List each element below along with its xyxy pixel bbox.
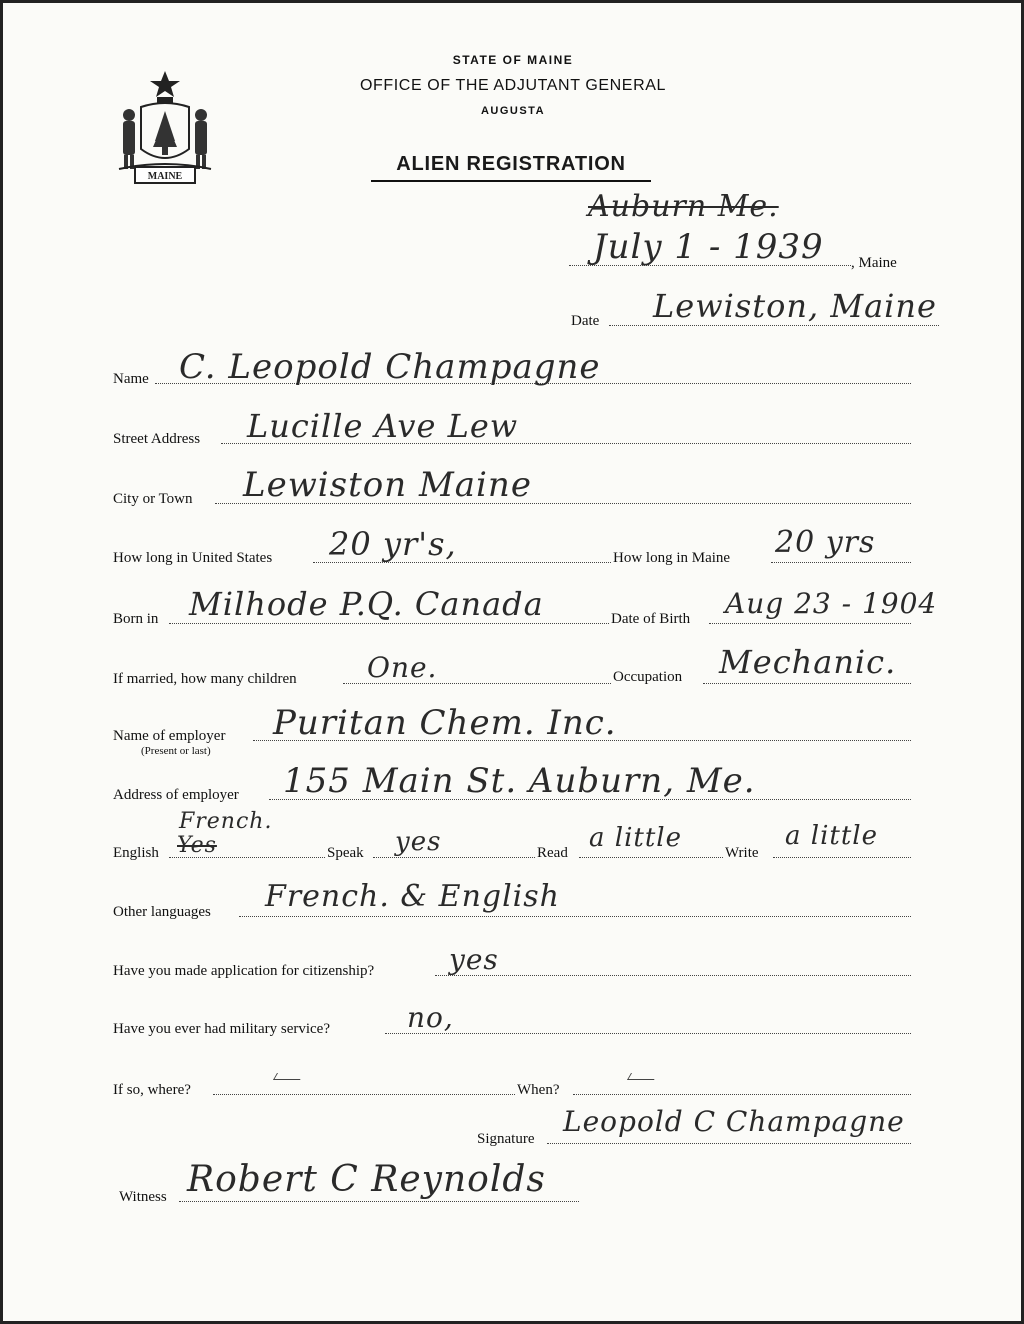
seal-text: MAINE [147, 171, 183, 182]
citizenship-line [435, 975, 911, 976]
header-city: AUGUSTA [480, 105, 546, 117]
citizenship-label: Have you made application for citizenship? [113, 963, 375, 979]
citizenship-value: yes [449, 943, 499, 976]
maine-years-line [771, 562, 911, 563]
witness-value: Robert C Reynolds [187, 1159, 546, 1200]
occupation-value: Mechanic. [719, 643, 897, 681]
signature-label: Signature [477, 1131, 535, 1147]
witness-line [179, 1201, 579, 1202]
english-struck-value: Yes [177, 833, 217, 858]
header-state: STATE OF MAINE [452, 53, 574, 67]
street-label: Street Address [113, 431, 201, 447]
born-label: Born in [113, 611, 159, 627]
maine-years-label: How long in Maine [613, 550, 731, 566]
read-line [579, 857, 723, 858]
born-line [169, 623, 609, 624]
struck-location: Auburn Me. [588, 189, 779, 224]
city-label: City or Town [113, 491, 193, 507]
when-dash-mark [627, 1073, 658, 1080]
city-value: Lewiston Maine [243, 465, 532, 505]
form-title: ALIEN REGISTRATION [371, 153, 651, 182]
witness-label: Witness [119, 1189, 167, 1205]
signature-line [547, 1143, 911, 1144]
employer-label: Name of employer [113, 728, 226, 744]
other-languages-label: Other languages [113, 904, 211, 920]
born-value: Milhode P.Q. Canada [189, 585, 544, 623]
dob-label: Date of Birth [611, 611, 691, 627]
dob-line [709, 623, 911, 624]
street-value: Lucille Ave Lew [247, 407, 519, 445]
where-label: If so, where? [113, 1082, 191, 1098]
read-value: a little [589, 823, 682, 853]
other-languages-value: French. & English [265, 879, 560, 914]
registration-date: July 1 - 1939 [593, 227, 824, 267]
occupation-label: Occupation [613, 669, 683, 685]
occupation-line [703, 683, 911, 684]
corrected-location: Lewiston, Maine [653, 287, 937, 325]
military-line [385, 1033, 911, 1034]
name-value: C. Leopold Champagne [179, 347, 601, 387]
when-line [573, 1094, 911, 1095]
children-label: If married, how many children [113, 671, 297, 687]
where-line [213, 1094, 515, 1095]
where-dash-mark [273, 1073, 304, 1080]
location-line [609, 325, 939, 326]
employer-address-value: 155 Main St. Auburn, Me. [283, 761, 756, 801]
signature-value: Leopold C Champagne [563, 1105, 905, 1138]
speak-value: yes [395, 827, 442, 857]
us-years-value: 20 yr's, [329, 525, 457, 563]
english-value: French. [179, 809, 273, 834]
header-office: OFFICE OF THE ADJUTANT GENERAL [359, 77, 667, 94]
dob-value: Aug 23 - 1904 [725, 587, 938, 620]
employer-sublabel: (Present or last) [141, 745, 211, 757]
other-languages-line [239, 916, 911, 917]
employer-address-label: Address of employer [113, 787, 239, 803]
when-label: When? [517, 1082, 560, 1098]
name-label: Name [113, 371, 149, 387]
speak-line [373, 857, 535, 858]
write-line [773, 857, 911, 858]
write-label: Write [725, 845, 759, 861]
speak-label: Speak [327, 845, 364, 861]
military-value: no, [407, 1001, 454, 1034]
maine-suffix: , Maine [851, 255, 897, 271]
maine-years-value: 20 yrs [775, 525, 876, 560]
english-label: English [113, 845, 159, 861]
maine-seal-icon [111, 67, 219, 187]
date-label: Date [571, 313, 600, 329]
children-value: One. [367, 651, 438, 684]
write-value: a little [785, 821, 878, 851]
us-years-label: How long in United States [113, 550, 273, 566]
military-label: Have you ever had military service? [113, 1021, 330, 1037]
employer-value: Puritan Chem. Inc. [273, 703, 617, 743]
read-label: Read [537, 845, 568, 861]
